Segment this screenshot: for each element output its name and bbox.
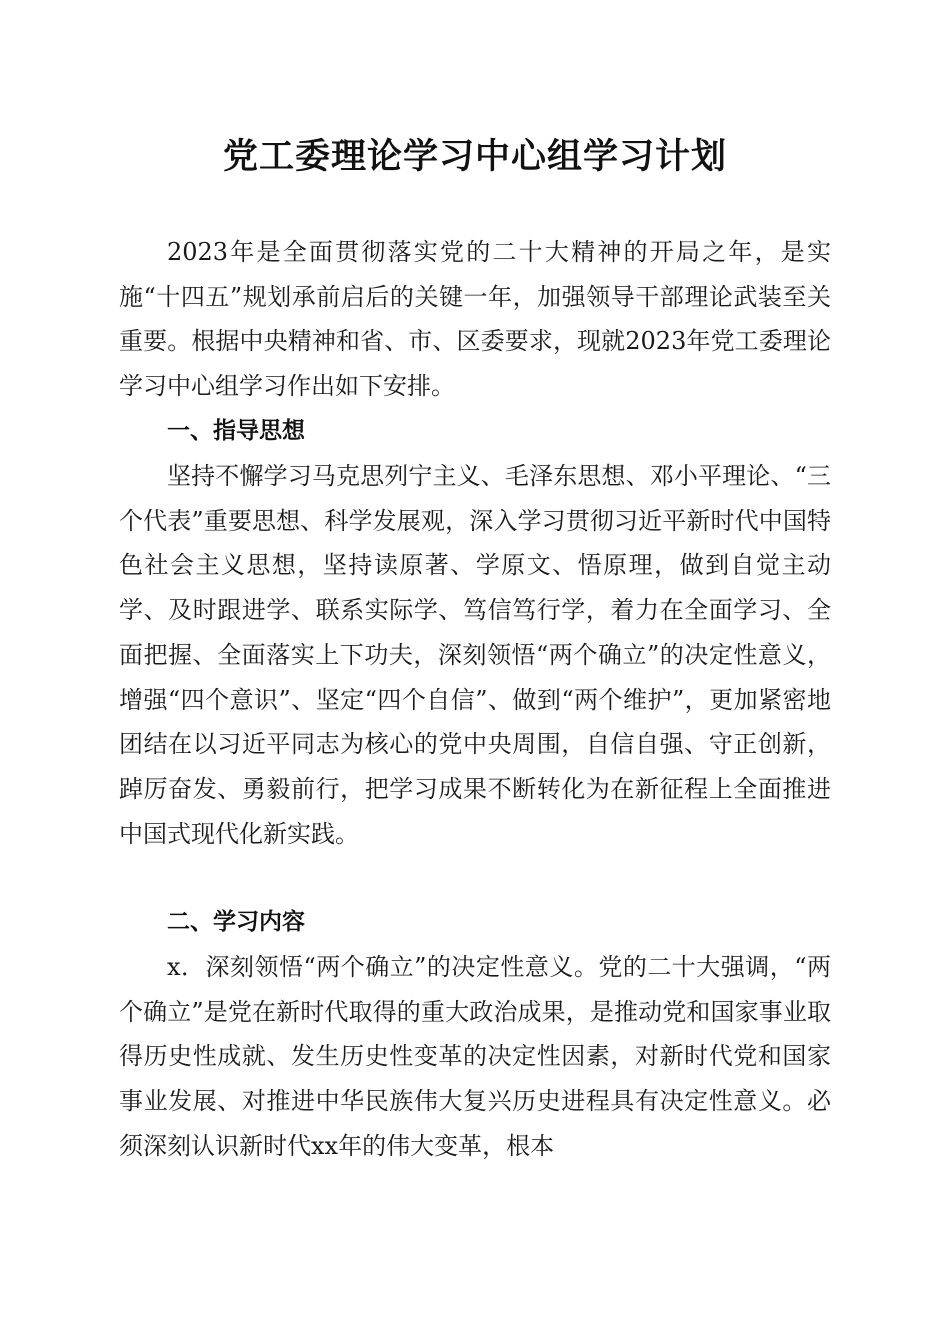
guiding-ideology-paragraph: 坚持不懈学习马克思列宁主义、毛泽东思想、邓小平理论、“三个代表”重要思想、科学发展观，深入学习贯彻习近平新时代中国特色社会主义思想，坚持读原著、学原文、悟原理，做到自觉主动学、及时跟进学、联系实际学、笃信笃行学，着力在全面学习、全面把握、全面落实上下功夫，深刻领悟“两个确立”的决定性意义，增强“四个意识”、坚定“四个自信”、做到“两个维护”，更加紧密地团结在以习近平同志为核心的党中央周围，自信自强、守正创新，踔厉奋发、勇毅前行，把学习成果不断转化为在新征程上全面推进中国式现代化新实践。 [119, 462, 831, 848]
document-title: 党工委理论学习中心组学习计划 [222, 136, 727, 177]
section-heading-guiding-ideology: 一、指导思想 [167, 418, 305, 444]
intro-paragraph: 2023年是全面贯彻落实党的二十大精神的开局之年，是实施“十四五”规划承前启后的关键一年，加强领导干部理论武装至关重要。根据中央精神和省、市、区委要求，现就2023年党工委理论学习中心组学习作出如下安排。 [119, 238, 831, 401]
section-heading-study-content: 二、学习内容 [167, 909, 305, 935]
study-content-paragraph: x．深刻领悟“两个确立”的决定性意义。党的二十大强调，“两个确立”是党在新时代取得的重大政治成果，是推动党和国家事业取得历史性成就、发生历史性变革的决定性因素，对新时代党和国家事业发展、对推进中华民族伟大复兴历史进程具有决定性意义。必须深刻认识新时代xx年的伟大变革，根本 [119, 953, 831, 1160]
